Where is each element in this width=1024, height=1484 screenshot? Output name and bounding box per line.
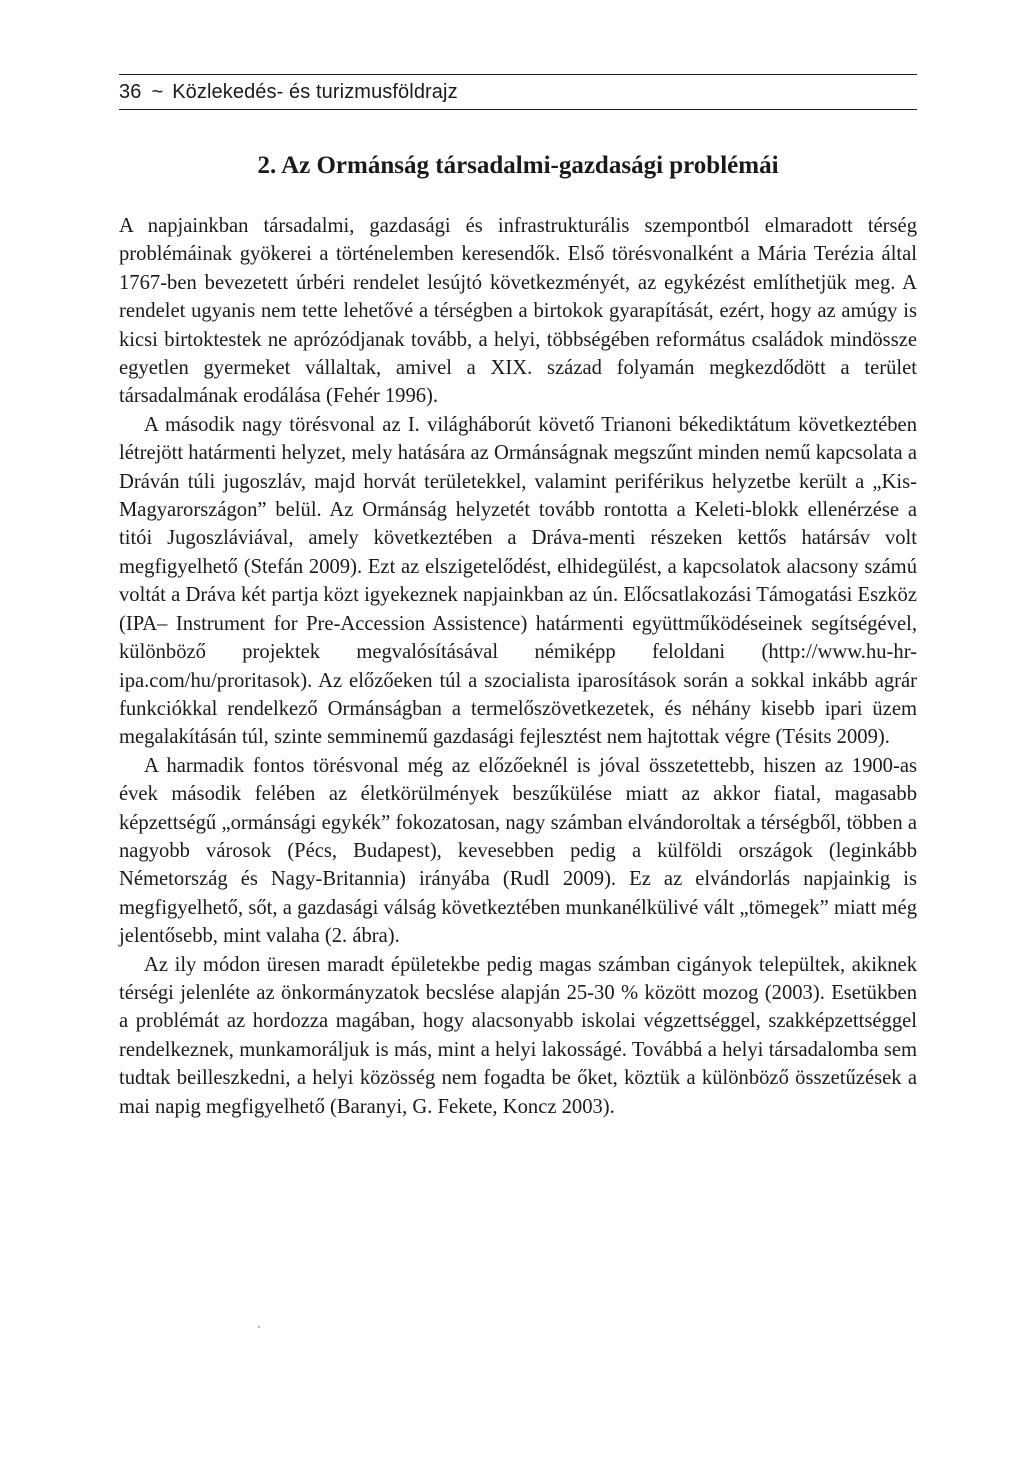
paragraph-2: A második nagy törésvonal az I. világháborút követő Trianoni békediktátum következtében létrejött határmenti helyzet, mely hatására az Ormánságnak megszűnt minden nemű kapcsolata a Dráván túli jugoszláv, majd horvát területekkel, valamint periférikus helyzetbe került a „Kis-Magyarországon” belül. Az Ormánság helyzetét tovább rontotta a Keleti-blokk ellenérzése a titói Jugoszláviával, amely következtében a Dráva-menti részeken kettős határsáv volt megfigyelhető (Stefán 2009). Ezt az elszigetelődést, elhidegülést, a kapcsolatok alacsony számú voltát a Dráva két partja közt igyekeznek napjainkban az ún. Előcsatlakozási Támogatási Eszköz (IPA– Instrument for Pre-Accession Assistence) határmenti együttműködéseinek segítségével, különböző projektek megvalósításával némiképp feloldani (http://www.hu-hr-ipa.com/hu/proritasok). Az előzőeken túl a szocialista iparosítások során a sokkal inkább agrár funkciókkal rendelkező Ormánságban a termelőszövetkezetek, és néhány kisebb ipari üzem megalakításán túl, szinte semminemű gazdasági fejlesztést nem hajtottak végre (Tésits 2009). xyxy=(119,413,917,749)
paragraph-4: Az ily módon üresen maradt épületekbe pedig magas számban cigányok települtek, akiknek térségi jelenléte az önkormányzatok becslése alapján 25-30 % között mozog (2003). Esetükben a problémát az hordozza magában, hogy alacsonyabb iskolai végzettséggel, szakképzettséggel rendelkeznek, munkamoráljuk is más, mint a helyi lakosságé. Továbbá a helyi társadalomba sem tudtak beilleszkedni, a helyi közösség nem fogadta be őket, köztük a különböző összetűzések a mai napig megfigyelhető (Baranyi, G. Fekete, Koncz 2003). xyxy=(119,953,917,1118)
scan-speck xyxy=(258,1326,260,1328)
paragraph-1: A napjainkban társadalmi, gazdasági és infrastrukturális szempontból elmaradott térség problémáinak gyökerei a történelemben keresendők. Első törésvonalként a Mária Terézia által 1767-ben bevezetett úrbéri rendelet lesújtó következményét, az egykézést említhetjük meg. A rendelet ugyanis nem tette lehetővé a térségben a birtokok gyarapítását, ezért, hogy az amúgy is kicsi birtoktestek ne aprózódjanak tovább, a helyi, többségében református családok mindössze egyetlen gyermeket vállaltak, amivel a XIX. század folyamán megkezdődött a terület társadalmának erodálása (Fehér 1996). xyxy=(119,215,917,408)
section-title: 2. Az Ormánság társadalmi-gazdasági problémái xyxy=(257,152,779,179)
body-text xyxy=(119,212,917,1121)
paragraph-3: A harmadik fontos törésvonal még az előzőeknél is jóval összetettebb, hiszen az 1900-as évek második felében az életkörülmények beszűkülése miatt az akkor fiatal, magasabb képzettségű „ormánsági egykék” fokozatosan, nagy számban elvándoroltak a térségből, többen a nagyobb városok (Pécs, Budapest), kevesebben pedig a külföldi országok (leginkább Németország és Nagy-Britannia) irányába (Rudl 2009). Ez az elvándorlás napjainkig is megfigyelhető, sőt, a gazdasági válság következtében munkanélkülivé vált „tömegek” miatt még jelentősebb, mint valaha (2. ábra). xyxy=(119,754,917,948)
running-header xyxy=(119,74,917,110)
page-number: 36 xyxy=(119,80,142,103)
running-title: Közlekedés- és turizmusföldrajz xyxy=(172,80,458,103)
header-separator: ~ xyxy=(151,80,164,103)
